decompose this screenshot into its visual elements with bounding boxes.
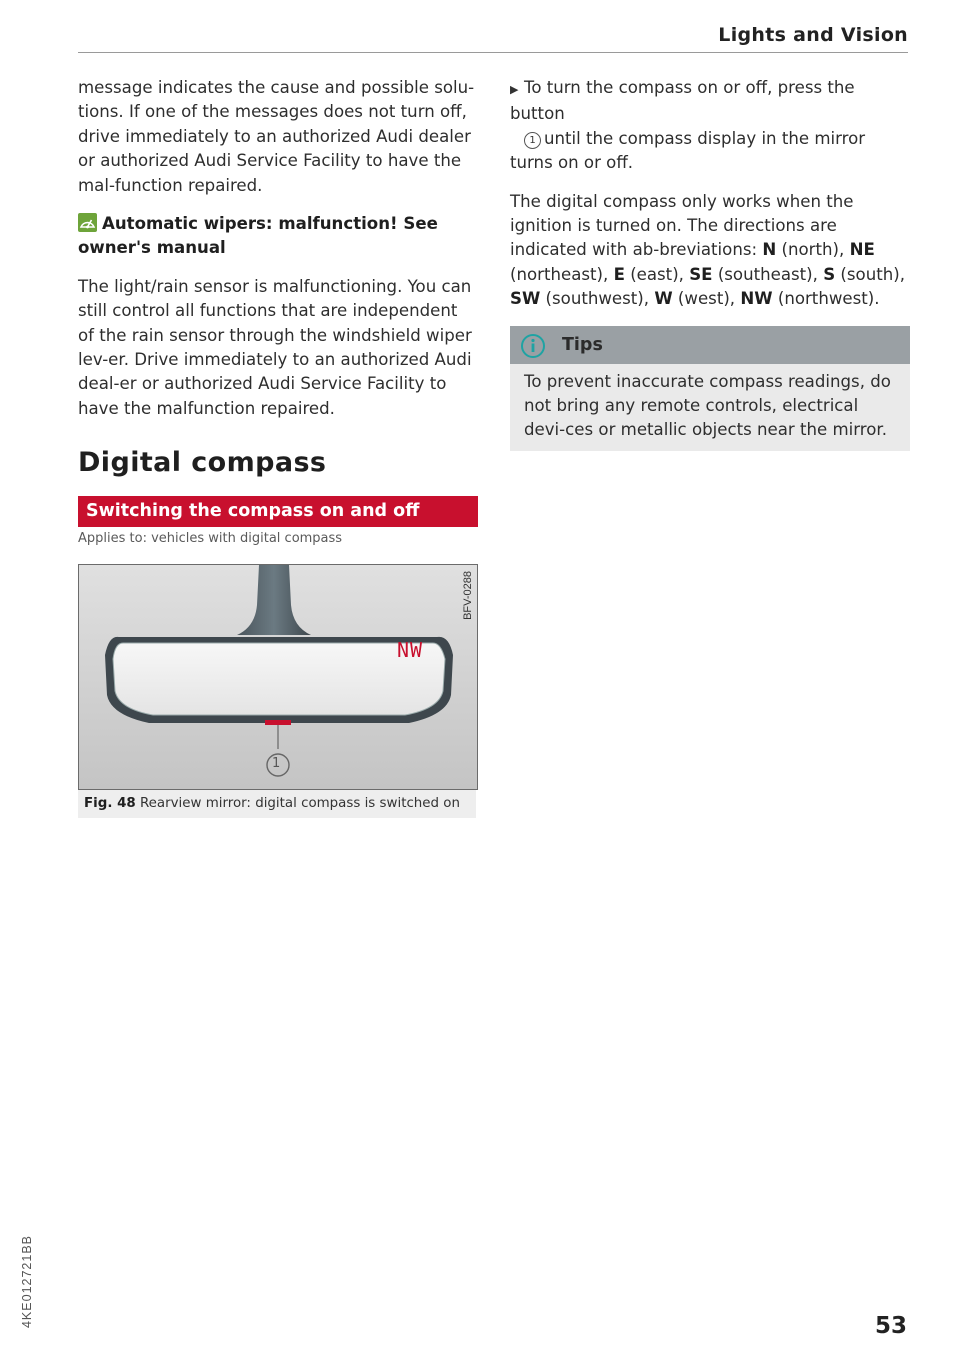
tips-box bbox=[510, 326, 910, 451]
figure-code: BFV-0288 bbox=[462, 571, 474, 621]
right-column bbox=[510, 76, 910, 451]
callout-ref-1: 1 bbox=[524, 132, 541, 149]
document-code: 4KE012721BB bbox=[20, 1234, 34, 1328]
directions-paragraph bbox=[510, 190, 910, 312]
compass-display: NW bbox=[397, 638, 424, 663]
header-divider bbox=[78, 52, 908, 53]
direction-abbr: NE bbox=[849, 240, 875, 260]
directions-intro: The digital compass only works when the ignition is turned on. The directions are indicated with ab-breviations: bbox=[510, 191, 854, 260]
warning-body: The light/rain sensor is malfunctioning. You can still control all functions that are independent of the rain sensor through the windshield wiper lev-er. Drive immediately to an authorized Audi deal-er or authorized Audi Service Facility to have the malfunction repaired. bbox=[78, 276, 472, 418]
figure-caption bbox=[78, 790, 476, 818]
direction-abbr: SE bbox=[689, 264, 713, 284]
direction-abbr: N bbox=[762, 240, 777, 260]
direction-name: (northeast), bbox=[510, 264, 609, 284]
running-header: Lights and Vision bbox=[718, 24, 908, 46]
direction-name: (east), bbox=[630, 264, 684, 284]
step-text-a: To turn the compass on or off, press the button bbox=[510, 78, 855, 124]
left-column bbox=[78, 76, 478, 818]
direction-name: (south), bbox=[840, 264, 905, 284]
mirror-figure bbox=[78, 564, 478, 790]
figure-caption-label: Fig. 48 bbox=[84, 796, 136, 812]
direction-name: (north), bbox=[781, 240, 845, 260]
direction-abbr: NW bbox=[740, 289, 773, 309]
tips-header bbox=[510, 326, 910, 364]
figure-callout-1: 1 bbox=[272, 756, 281, 772]
wiper-warning-icon bbox=[78, 213, 97, 232]
page-number: 53 bbox=[874, 1313, 907, 1339]
step-arrow-icon: ▶ bbox=[510, 83, 519, 96]
intro-paragraph: message indicates the cause and possible solu-tions. If one of the messages does not turn off, drive immediately to an authorized Audi dealer or authorized Audi Service Facility to have the mal-function repaired. bbox=[78, 78, 475, 195]
tips-body bbox=[510, 364, 910, 451]
direction-name: (northwest). bbox=[777, 289, 880, 309]
tips-text: To prevent inaccurate compass readings, do not bring any remote controls, electrical devi-ces or metallic objects near the mirror. bbox=[524, 371, 891, 440]
warning-heading bbox=[78, 212, 478, 261]
instruction-step bbox=[510, 76, 910, 176]
tips-title: Tips bbox=[562, 334, 603, 355]
direction-name: (southeast), bbox=[717, 264, 818, 284]
info-icon bbox=[520, 333, 546, 364]
direction-name: (southwest), bbox=[545, 289, 650, 309]
step-text-b: until the compass display in the mirror turns on or off. bbox=[510, 128, 866, 173]
warning-heading-text: Automatic wipers: malfunction! See owner's manual bbox=[78, 214, 438, 258]
direction-abbr: E bbox=[613, 264, 625, 284]
direction-abbr: S bbox=[823, 264, 836, 284]
direction-abbr: W bbox=[654, 289, 673, 309]
figure-caption-text: Rearview mirror: digital compass is switched on bbox=[139, 796, 460, 812]
applies-to-note: Applies to: vehicles with digital compass bbox=[78, 531, 343, 547]
subsection-title: Switching the compass on and off bbox=[78, 496, 478, 527]
direction-name: (west), bbox=[677, 289, 736, 309]
direction-abbr: SW bbox=[510, 289, 541, 309]
section-title: Digital compass bbox=[78, 447, 327, 479]
